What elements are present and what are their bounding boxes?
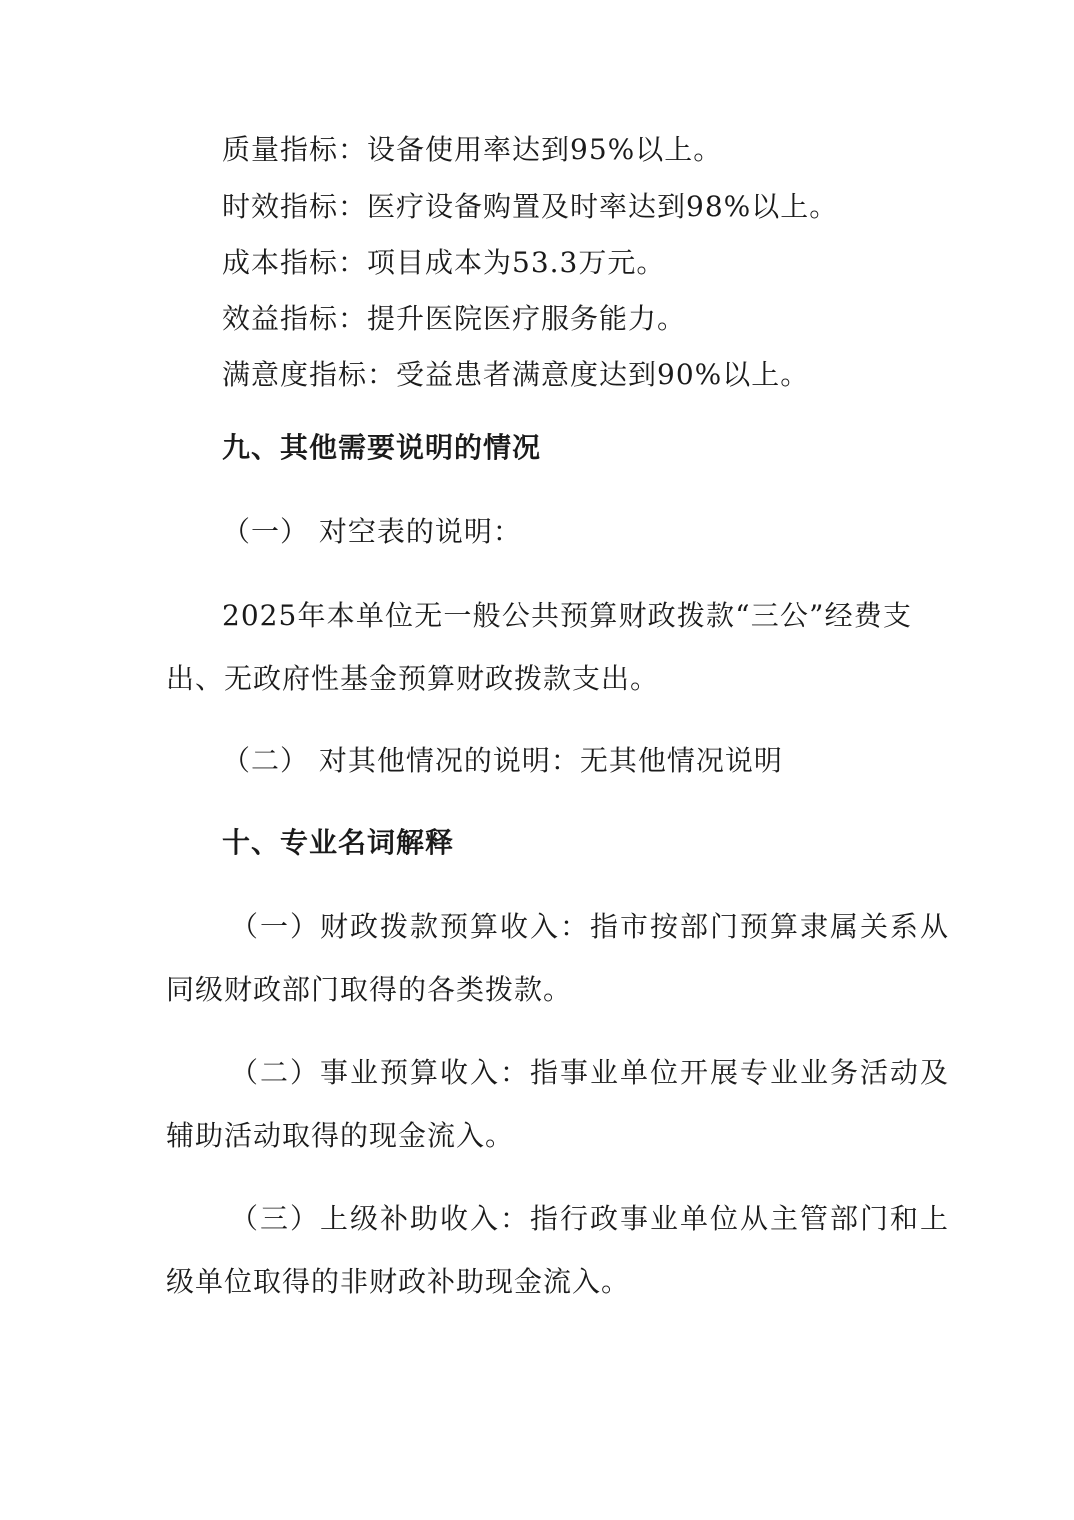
definition-1-line-1: （一）财政拨款预算收入：指市按部门预算隶属关系从: [230, 910, 951, 943]
definition-2-line-2: 辅助活动取得的现金流入。: [166, 1119, 515, 1152]
definition-3-line-1: （三）上级补助收入：指行政事业单位从主管部门和上: [230, 1202, 951, 1235]
indicator-satisfaction: 满意度指标：受益患者满意度达到90%以上。: [222, 358, 810, 391]
empty-table-note-line-1: 2025年本单位无一般公共预算财政拨款“三公”经费支: [222, 599, 912, 632]
empty-table-note-title: （一） 对空表的说明：: [222, 515, 522, 548]
definition-1-line-2: 同级财政部门取得的各类拨款。: [166, 973, 573, 1006]
indicator-benefit: 效益指标：提升医院医疗服务能力。: [222, 302, 687, 335]
indicator-timeliness: 时效指标：医疗设备购置及时率达到98%以上。: [222, 190, 839, 223]
indicator-quality: 质量指标：设备使用率达到95%以上。: [222, 133, 723, 166]
section-10-heading: 十、专业名词解释: [222, 826, 455, 859]
definition-2-line-1: （二）事业预算收入：指事业单位开展专业业务活动及: [230, 1056, 951, 1089]
other-situation-note: （二） 对其他情况的说明：无其他情况说明: [222, 744, 783, 777]
empty-table-note-line-2: 出、无政府性基金预算财政拨款支出。: [166, 662, 660, 695]
definition-3-line-2: 级单位取得的非财政补助现金流入。: [166, 1265, 631, 1298]
indicator-cost: 成本指标：项目成本为53.3万元。: [222, 246, 666, 279]
section-9-heading: 九、其他需要说明的情况: [222, 431, 542, 464]
